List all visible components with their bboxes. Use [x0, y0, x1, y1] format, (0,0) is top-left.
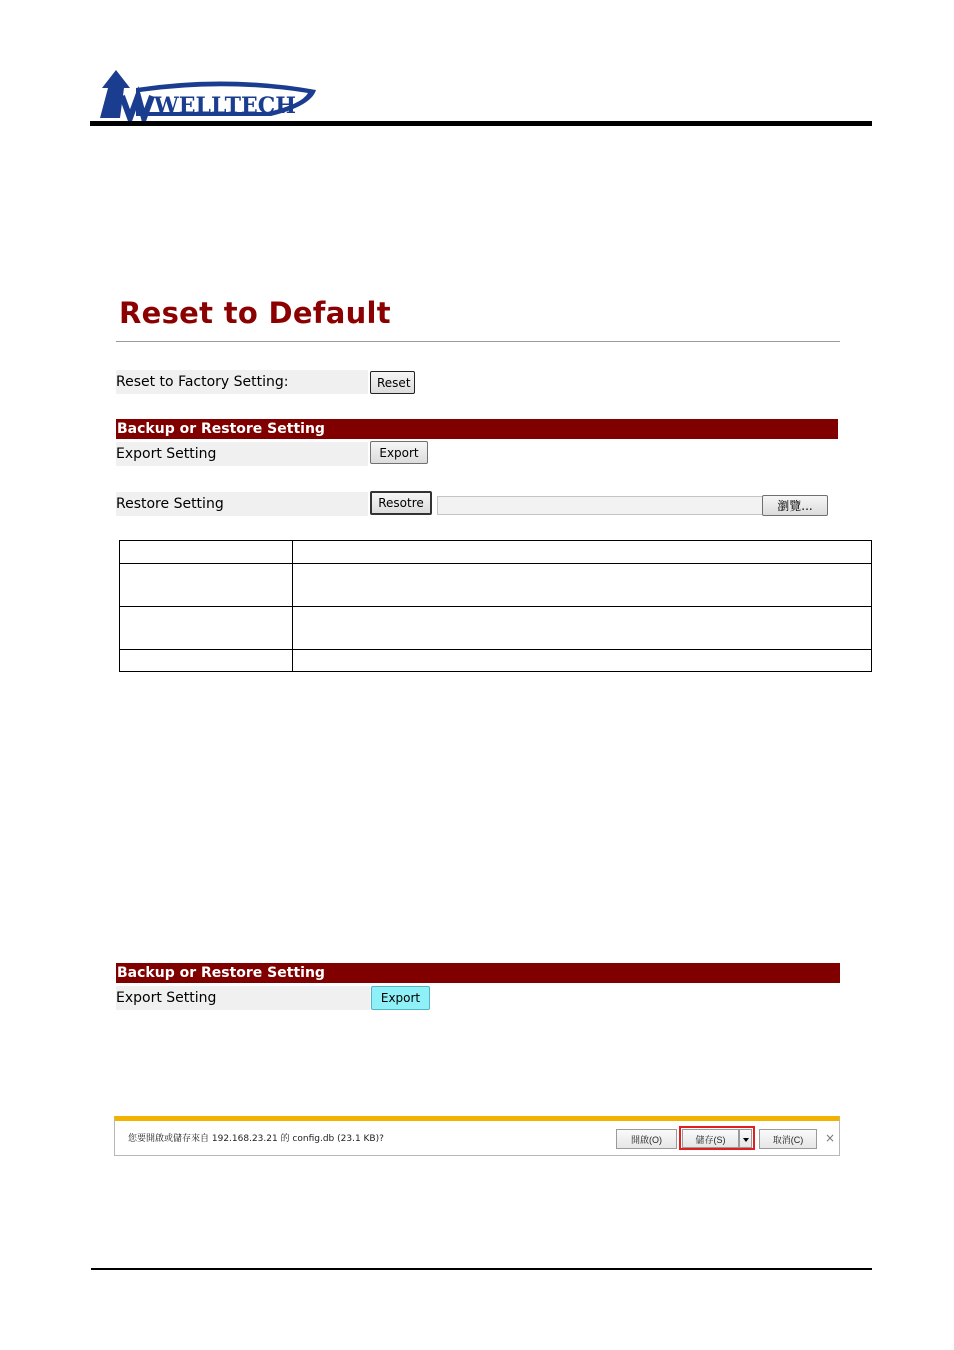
header-divider: [90, 121, 872, 126]
export-setting-label: Export Setting: [116, 442, 368, 466]
save-button[interactable]: 儲存(S): [682, 1129, 739, 1148]
table-row: [120, 564, 872, 607]
close-icon[interactable]: ×: [825, 1131, 836, 1145]
table-cell: [293, 541, 872, 564]
restore-button[interactable]: Resotre: [370, 491, 432, 515]
table-cell: [120, 650, 293, 672]
browse-button[interactable]: 瀏覽...: [762, 495, 828, 516]
restore-file-input[interactable]: [437, 496, 763, 515]
download-message: 您要開啟或儲存來自 192.168.23.21 的 config.db (23.1 KB)?: [128, 1134, 384, 1144]
export-setting-label-2: Export Setting: [116, 986, 370, 1010]
table-cell: [120, 607, 293, 650]
title-divider: [116, 341, 840, 342]
table-row: [120, 541, 872, 564]
backup-restore-header: Backup or Restore Setting: [116, 419, 838, 439]
table-row: [120, 607, 872, 650]
caret-down-icon: [743, 1138, 749, 1142]
table-cell: [293, 564, 872, 607]
export-button-highlighted[interactable]: Export: [371, 986, 430, 1010]
restore-setting-label: Restore Setting: [116, 492, 368, 516]
export-button[interactable]: Export: [370, 441, 428, 464]
cancel-button[interactable]: 取消(C): [759, 1129, 817, 1149]
reset-factory-label: Reset to Factory Setting:: [116, 370, 368, 394]
settings-table: [119, 540, 872, 672]
table-cell: [120, 541, 293, 564]
brand-text: WELLTECH: [154, 93, 297, 119]
backup-restore-header-2: Backup or Restore Setting: [116, 963, 840, 983]
reset-button[interactable]: Reset: [370, 371, 415, 394]
save-options-dropdown[interactable]: [739, 1129, 752, 1148]
table-cell: [293, 607, 872, 650]
page-title: Reset to Default: [119, 296, 391, 330]
footer-divider: [91, 1268, 872, 1270]
table-row: [120, 650, 872, 672]
open-button[interactable]: 開啟(O): [616, 1129, 677, 1149]
welltech-logo: [96, 66, 318, 122]
table-cell: [120, 564, 293, 607]
table-cell: [293, 650, 872, 672]
